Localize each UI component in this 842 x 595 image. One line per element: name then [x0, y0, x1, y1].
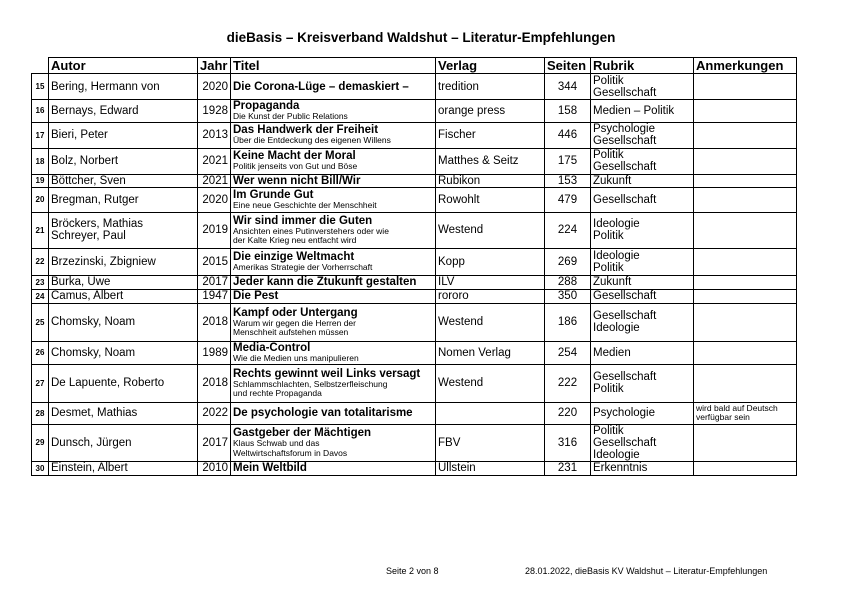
cell-line: Gesellschaft [593, 193, 657, 206]
cell-anmerkungen [694, 248, 797, 275]
cell-verlag: FBV [436, 424, 545, 461]
cell-line: Böttcher, Sven [51, 174, 126, 187]
cell-verlag: tredition [436, 74, 545, 100]
page-title: dieBasis – Kreisverband Waldshut – Literatur-Empfehlungen [226, 30, 616, 45]
book-title: Propaganda [233, 100, 300, 112]
cell-anmerkungen [694, 364, 797, 402]
cell-line: Ideologie [593, 218, 640, 230]
subtitle-line: Über die Entdeckung des eigenen Willens [233, 135, 391, 146]
cell-line: Schreyer, Paul [51, 230, 126, 242]
table-row [32, 122, 797, 148]
cell-verlag: Rubikon [436, 174, 545, 187]
book-title: Gastgeber der Mächtigen [233, 427, 372, 439]
cell-line: Bröckers, Mathias [51, 218, 144, 230]
column-header-verlag: Verlag [436, 58, 545, 74]
cell-jahr: 2020 [198, 74, 231, 100]
cell-line: verfügbar sein [696, 412, 750, 422]
table-body [32, 74, 797, 476]
cell-verlag: ILV [436, 275, 545, 289]
cell-anmerkungen [694, 148, 797, 174]
cell-rubrik [591, 275, 694, 289]
cell-rubrik [591, 187, 694, 212]
subtitle-line: Ansichten eines Putinverstehers oder wie [233, 225, 389, 236]
cell-line: Bregman, Rutger [51, 193, 139, 206]
column-header-anmerkungen: Anmerkungen [694, 58, 797, 74]
subtitle-line: Menschheit aufstehen müssen [233, 327, 349, 337]
cell-line: Bering, Hermann von [51, 80, 160, 93]
column-header-seiten: Seiten [545, 58, 591, 74]
cell-verlag: Rowohlt [436, 187, 545, 212]
cell-line: Chomsky, Noam [51, 346, 136, 359]
cell-seiten: 231 [545, 461, 591, 475]
cell-line: Zukunft [593, 174, 632, 187]
cell-verlag: Ullstein [436, 461, 545, 475]
cell-verlag: orange press [436, 100, 545, 123]
cell-anmerkungen [694, 122, 797, 148]
cell-line: Gesellschaft [593, 290, 657, 302]
cell-titel [231, 341, 436, 364]
book-title: Im Grunde Gut [233, 188, 314, 201]
cell-anmerkungen [694, 187, 797, 212]
cell-autor [49, 174, 198, 187]
cell-line: Gesellschaft [593, 161, 657, 173]
cell-verlag: Westend [436, 303, 545, 341]
cell-anmerkungen [694, 461, 797, 475]
cell-rubrik [591, 122, 694, 148]
cell-titel [231, 100, 436, 123]
cell-titel [231, 424, 436, 461]
cell-seiten: 269 [545, 248, 591, 275]
column-header-nr [32, 58, 49, 74]
cell-seiten: 316 [545, 424, 591, 461]
cell-line: De Lapuente, Roberto [51, 377, 165, 389]
column-header-jahr: Jahr [198, 58, 231, 74]
cell-titel [231, 148, 436, 174]
cell-nr: 15 [32, 74, 49, 100]
cell-autor [49, 187, 198, 212]
cell-rubrik [591, 341, 694, 364]
cell-line: Politik [593, 230, 624, 242]
table-row [32, 424, 797, 461]
cell-anmerkungen [694, 74, 797, 100]
cell-line: Burka, Uwe [51, 276, 111, 288]
cell-rubrik [591, 174, 694, 187]
column-header-rubrik: Rubrik [591, 58, 694, 74]
cell-seiten: 479 [545, 187, 591, 212]
cell-titel [231, 212, 436, 248]
cell-titel [231, 289, 436, 303]
subtitle-line: und rechte Propaganda [233, 388, 322, 398]
cell-titel [231, 122, 436, 148]
table-row [32, 187, 797, 212]
cell-line: Gesellschaft [593, 86, 657, 99]
cell-nr: 17 [32, 122, 49, 148]
cell-titel [231, 364, 436, 402]
cell-rubrik [591, 424, 694, 461]
cell-line: Politik [593, 424, 624, 437]
cell-line: Dunsch, Jürgen [51, 436, 132, 449]
table-row [32, 212, 797, 248]
cell-line: Erkenntnis [593, 462, 648, 474]
subtitle-line: Schlammschlachten, Selbstzerfleischung [233, 378, 388, 389]
cell-titel [231, 248, 436, 275]
cell-verlag: Kopp [436, 248, 545, 275]
table-row [32, 402, 797, 424]
cell-line: Politik [593, 383, 624, 395]
book-title: Das Handwerk der Freiheit [233, 124, 379, 137]
cell-nr: 29 [32, 424, 49, 461]
cell-jahr: 1989 [198, 341, 231, 364]
cell-autor [49, 212, 198, 248]
cell-line: Ideologie [593, 322, 640, 334]
cell-nr: 20 [32, 187, 49, 212]
cell-nr: 25 [32, 303, 49, 341]
table-row [32, 248, 797, 275]
cell-autor [49, 275, 198, 289]
table-row [32, 461, 797, 475]
cell-jahr: 2022 [198, 402, 231, 424]
table-row [32, 364, 797, 402]
cell-anmerkungen [694, 212, 797, 248]
cell-line: Gesellschaft [593, 310, 657, 322]
cell-rubrik [591, 248, 694, 275]
cell-nr: 21 [32, 212, 49, 248]
cell-autor [49, 341, 198, 364]
book-title: Jeder kann die Ztukunft gestalten [233, 276, 417, 288]
cell-line: Chomsky, Noam [51, 316, 136, 328]
cell-nr: 18 [32, 148, 49, 174]
cell-verlag: Fischer [436, 122, 545, 148]
table-row [32, 289, 797, 303]
cell-line: Camus, Albert [51, 290, 124, 302]
table-row [32, 174, 797, 187]
cell-verlag: Matthes & Seitz [436, 148, 545, 174]
cell-rubrik [591, 289, 694, 303]
cell-line: Bieri, Peter [51, 129, 108, 141]
cell-jahr: 2018 [198, 303, 231, 341]
cell-anmerkungen [694, 303, 797, 341]
subtitle-line: Warum wir gegen die Herren der [233, 317, 356, 328]
table-row [32, 74, 797, 100]
cell-line: Zukunft [593, 276, 632, 288]
cell-nr: 30 [32, 461, 49, 475]
cell-line: wird bald auf Deutsch [696, 403, 778, 413]
cell-anmerkungen [694, 424, 797, 461]
cell-jahr: 2017 [198, 424, 231, 461]
cell-jahr: 2010 [198, 461, 231, 475]
cell-jahr: 2013 [198, 122, 231, 148]
cell-seiten: 175 [545, 148, 591, 174]
cell-jahr: 2017 [198, 275, 231, 289]
book-title: Mein Weltbild [233, 462, 307, 474]
table-row [32, 275, 797, 289]
cell-titel [231, 402, 436, 424]
column-header-autor: Autor [49, 58, 198, 74]
cell-titel [231, 174, 436, 187]
book-title: Die einzige Weltmacht [233, 250, 355, 263]
book-title: Die Pest [233, 290, 279, 302]
cell-line: Gesellschaft [593, 135, 657, 147]
cell-rubrik [591, 364, 694, 402]
column-header-titel: Titel [231, 58, 436, 74]
cell-seiten: 153 [545, 174, 591, 187]
cell-jahr: 1947 [198, 289, 231, 303]
cell-rubrik [591, 402, 694, 424]
cell-rubrik [591, 74, 694, 100]
cell-autor [49, 148, 198, 174]
cell-line: Ideologie [593, 249, 640, 262]
cell-nr: 26 [32, 341, 49, 364]
subtitle-line: Wie die Medien uns manipulieren [233, 352, 359, 363]
cell-rubrik [591, 100, 694, 123]
table-row [32, 341, 797, 364]
cell-autor [49, 74, 198, 100]
cell-anmerkungen [694, 341, 797, 364]
cell-anmerkungen [694, 289, 797, 303]
cell-line: Medien – Politik [593, 104, 675, 117]
cell-nr: 19 [32, 174, 49, 187]
cell-nr: 28 [32, 402, 49, 424]
cell-titel [231, 187, 436, 212]
cell-verlag: Nomen Verlag [436, 341, 545, 364]
cell-nr: 16 [32, 100, 49, 123]
cell-verlag [436, 402, 545, 424]
cell-anmerkungen [694, 174, 797, 187]
cell-seiten: 186 [545, 303, 591, 341]
cell-line: Gesellschaft [593, 436, 657, 449]
cell-nr: 24 [32, 289, 49, 303]
cell-line: Medien [593, 346, 631, 359]
cell-verlag: Westend [436, 212, 545, 248]
cell-jahr: 1928 [198, 100, 231, 123]
cell-rubrik [591, 148, 694, 174]
subtitle-line: Weltwirtschaftsforum in Davos [233, 447, 348, 458]
cell-line: Bolz, Norbert [51, 155, 119, 167]
cell-rubrik [591, 461, 694, 475]
book-title: Rechts gewinnt weil Links versagt [233, 367, 421, 380]
cell-jahr: 2021 [198, 174, 231, 187]
cell-nr: 23 [32, 275, 49, 289]
cell-jahr: 2021 [198, 148, 231, 174]
table-row [32, 303, 797, 341]
literature-table [31, 57, 797, 476]
cell-autor [49, 100, 198, 123]
cell-autor [49, 402, 198, 424]
cell-verlag: Westend [436, 364, 545, 402]
footer-document-info: 28.01.2022, dieBasis KV Waldshut – Literatur-Empfehlungen [525, 566, 768, 576]
subtitle-line: Klaus Schwab und das [233, 438, 320, 448]
cell-seiten: 344 [545, 74, 591, 100]
cell-autor [49, 122, 198, 148]
cell-jahr: 2019 [198, 212, 231, 248]
book-title: Wir sind immer die Guten [233, 214, 373, 227]
subtitle-line: Amerikas Strategie der Vorherrschaft [233, 261, 373, 272]
cell-autor [49, 364, 198, 402]
cell-titel [231, 275, 436, 289]
cell-verlag: rororo [436, 289, 545, 303]
cell-line: Politik [593, 149, 624, 161]
table-header-row [32, 58, 797, 74]
cell-line: Brzezinski, Zbigniew [51, 255, 156, 268]
cell-line: Bernays, Edward [51, 104, 139, 117]
cell-line: Psychologie [593, 123, 656, 135]
cell-autor [49, 248, 198, 275]
subtitle-line: Politik jenseits von Gut und Böse [233, 161, 358, 172]
subtitle-line: der Kalte Krieg neu entfacht wird [233, 235, 357, 245]
cell-titel [231, 303, 436, 341]
cell-rubrik [591, 303, 694, 341]
cell-anmerkungen [694, 100, 797, 123]
cell-anmerkungen [694, 402, 797, 424]
cell-titel [231, 461, 436, 475]
cell-jahr: 2015 [198, 248, 231, 275]
cell-seiten: 254 [545, 341, 591, 364]
cell-nr: 22 [32, 248, 49, 275]
cell-seiten: 224 [545, 212, 591, 248]
cell-autor [49, 303, 198, 341]
cell-line: Politik [593, 261, 624, 274]
cell-seiten: 158 [545, 100, 591, 123]
cell-line: Desmet, Mathias [51, 407, 138, 419]
cell-nr: 27 [32, 364, 49, 402]
cell-jahr: 2018 [198, 364, 231, 402]
cell-jahr: 2020 [198, 187, 231, 212]
subtitle-line: Die Kunst der Public Relations [233, 111, 348, 121]
cell-seiten: 222 [545, 364, 591, 402]
subtitle-line: Eine neue Geschichte der Menschheit [233, 199, 377, 210]
cell-seiten: 220 [545, 402, 591, 424]
cell-line: Einstein, Albert [51, 462, 128, 474]
book-title: Kampf oder Untergang [233, 306, 358, 319]
book-title: Keine Macht der Moral [233, 150, 356, 163]
cell-line: Gesellschaft [593, 371, 657, 383]
cell-line: Ideologie [593, 448, 640, 461]
cell-line: Politik [593, 74, 624, 87]
cell-titel [231, 74, 436, 100]
cell-seiten: 288 [545, 275, 591, 289]
cell-seiten: 350 [545, 289, 591, 303]
cell-autor [49, 424, 198, 461]
table-row [32, 148, 797, 174]
footer-page-number: Seite 2 von 8 [386, 566, 439, 576]
cell-rubrik [591, 212, 694, 248]
book-title: De psychologie van totalitarisme [233, 407, 413, 419]
cell-autor [49, 289, 198, 303]
book-title: Wer wenn nicht Bill/Wir [233, 174, 361, 187]
book-title: Media-Control [233, 341, 311, 354]
cell-anmerkungen [694, 275, 797, 289]
cell-autor [49, 461, 198, 475]
cell-line: Psychologie [593, 407, 656, 419]
cell-seiten: 446 [545, 122, 591, 148]
book-title: Die Corona-Lüge – demaskiert – [233, 80, 409, 93]
table-row [32, 100, 797, 123]
